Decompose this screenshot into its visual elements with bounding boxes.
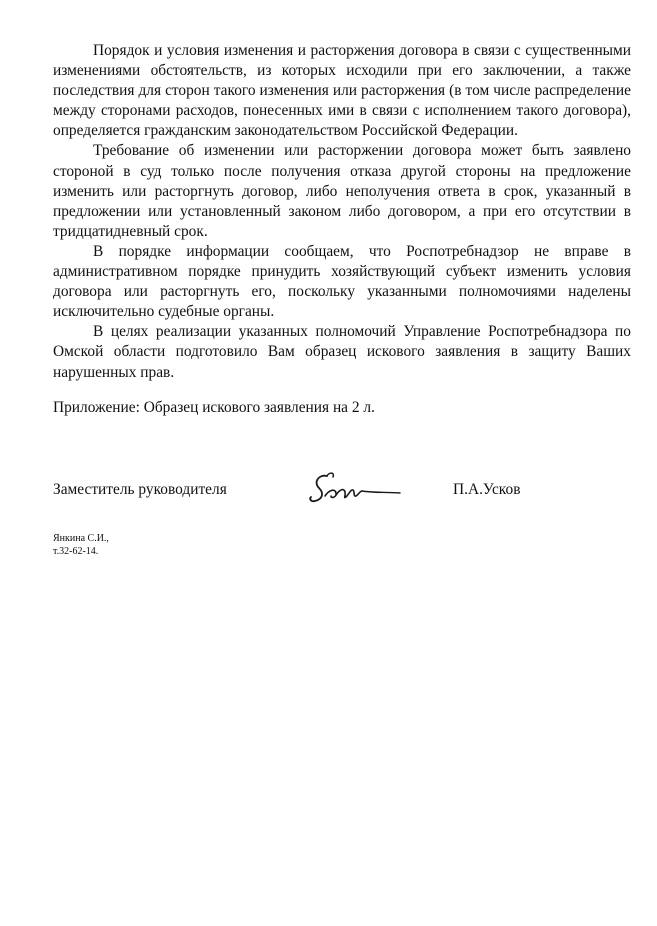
paragraph-contract-change-conditions: Порядок и условия изменения и расторжения договора в связи с существенными изменениями обстоятельств, из которых исходили при его заключении, а также последствия для сторон такого изменения или расторжения (в том числе распределение между сторонами расходов, понесенных ими в связи с исполнением такого договора), определяется гражданским законодательством Российской Федерации. [53, 42, 631, 140]
letter-body [53, 41, 631, 383]
signer-name: П.А.Усков [453, 481, 521, 498]
attachment-note: Приложение: Образец искового заявления на 2 л. [53, 399, 375, 416]
handwritten-signature-icon [305, 466, 405, 510]
paragraph-court-requirement: Требование об изменении или расторжении договора может быть заявлено стороной в суд только после получения отказа другой стороны на предложение изменить или расторгнуть договор, либо неполучения ответа в срок, указанный в предложении или установленный законом либо договором, а при его отсутствии в тридцатидневный срок. [53, 142, 631, 240]
executor-name: Янкина С.И., [53, 533, 109, 544]
paragraph-claim-template: В целях реализации указанных полномочий Управление Роспотребнадзора по Омской области подготовило Вам образец искового заявления в защиту Ваших нарушенных прав. [53, 323, 631, 381]
signer-title: Заместитель руководителя [53, 481, 227, 498]
executor-phone: т.32-62-14. [53, 546, 99, 557]
executor-contact [53, 532, 109, 558]
paragraph-rospotrebnadzor-authority: В порядке информации сообщаем, что Роспотребнадзор не вправе в административном порядке принудить хозяйствующий субъект изменить условия договора или расторгнуть его, поскольку указанными полномочиями наделены исключительно судебные органы. [53, 242, 631, 321]
